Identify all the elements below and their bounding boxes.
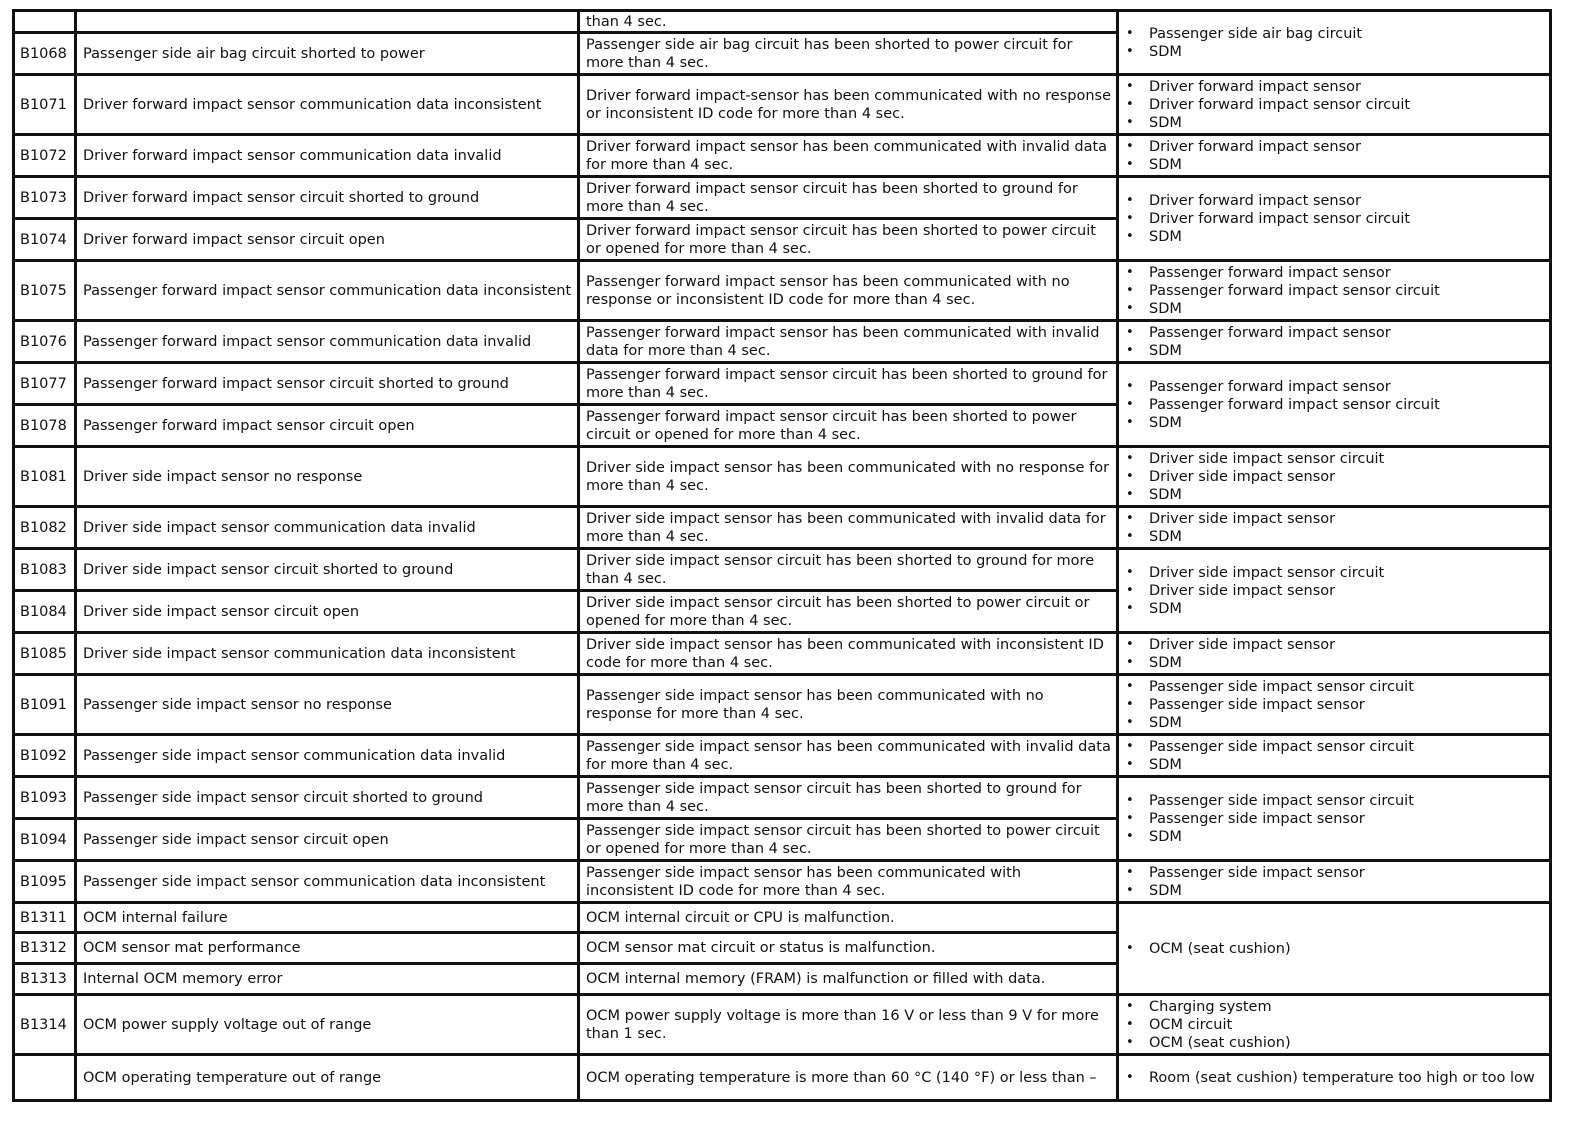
dtc-code: B1081	[14, 447, 76, 507]
possible-cause-item: • Driver side impact sensor	[1125, 468, 1544, 486]
dtc-table	[12, 9, 1552, 1102]
dtc-code: B1093	[14, 777, 76, 819]
detecting-condition: Passenger forward impact sensor circuit has been shorted to ground for more than 4 sec.	[579, 363, 1118, 405]
table-row	[14, 321, 1551, 363]
possible-cause-cell	[1118, 507, 1551, 549]
possible-cause-item: • SDM	[1125, 756, 1544, 774]
table-row	[14, 549, 1551, 591]
possible-cause-list	[1125, 78, 1544, 132]
dtc-description: Passenger side impact sensor communication data invalid	[76, 735, 579, 777]
possible-cause-list	[1125, 324, 1544, 360]
table-row	[14, 363, 1551, 405]
detecting-condition: Passenger forward impact sensor has been communicated with invalid data for more than 4 sec.	[579, 321, 1118, 363]
possible-cause-item: • Driver forward impact sensor circuit	[1125, 210, 1544, 228]
possible-cause-item: • SDM	[1125, 600, 1544, 618]
detecting-condition: Passenger side impact sensor has been communicated with inconsistent ID code for more than 4 sec.	[579, 861, 1118, 903]
dtc-description: Passenger forward impact sensor circuit shorted to ground	[76, 363, 579, 405]
table-row	[14, 995, 1551, 1055]
possible-cause-cell	[1118, 177, 1551, 261]
possible-cause-item: • SDM	[1125, 654, 1544, 672]
dtc-code: B1085	[14, 633, 76, 675]
possible-cause-item: • Driver forward impact sensor	[1125, 192, 1544, 210]
possible-cause-item: • Driver side impact sensor circuit	[1125, 564, 1544, 582]
table-row	[14, 177, 1551, 219]
possible-cause-item: • Driver side impact sensor	[1125, 636, 1544, 654]
dtc-description: Passenger side impact sensor communication data inconsistent	[76, 861, 579, 903]
possible-cause-list	[1125, 378, 1544, 432]
detecting-condition: Driver side impact sensor circuit has been shorted to power circuit or opened for more than 4 sec.	[579, 591, 1118, 633]
possible-cause-item: • SDM	[1125, 300, 1544, 318]
table-row	[14, 447, 1551, 507]
dtc-code	[14, 1055, 76, 1101]
dtc-code: B1312	[14, 933, 76, 964]
table-row	[14, 777, 1551, 819]
detecting-condition: OCM internal memory (FRAM) is malfunction or filled with data.	[579, 964, 1118, 995]
dtc-code: B1076	[14, 321, 76, 363]
possible-cause-cell	[1118, 903, 1551, 995]
table-row	[14, 75, 1551, 135]
table-row	[14, 135, 1551, 177]
possible-cause-item: • Driver forward impact sensor	[1125, 78, 1544, 96]
possible-cause-cell	[1118, 321, 1551, 363]
dtc-code: B1311	[14, 903, 76, 933]
dtc-code: B1077	[14, 363, 76, 405]
dtc-description: Driver side impact sensor circuit shorted to ground	[76, 549, 579, 591]
dtc-code: B1314	[14, 995, 76, 1055]
table-row	[14, 261, 1551, 321]
dtc-description: Passenger side impact sensor circuit shorted to ground	[76, 777, 579, 819]
possible-cause-cell	[1118, 995, 1551, 1055]
possible-cause-list	[1125, 1069, 1544, 1087]
possible-cause-list	[1125, 510, 1544, 546]
possible-cause-item: • SDM	[1125, 882, 1544, 900]
possible-cause-item: • SDM	[1125, 43, 1544, 61]
dtc-description: Passenger forward impact sensor circuit open	[76, 405, 579, 447]
detecting-condition: OCM internal circuit or CPU is malfunction.	[579, 903, 1118, 933]
possible-cause-list	[1125, 678, 1544, 732]
dtc-description: Internal OCM memory error	[76, 964, 579, 995]
possible-cause-list	[1125, 192, 1544, 246]
detecting-condition: OCM power supply voltage is more than 16 V or less than 9 V for more than 1 sec.	[579, 995, 1118, 1055]
dtc-code: B1092	[14, 735, 76, 777]
detecting-condition: Driver side impact sensor circuit has been shorted to ground for more than 4 sec.	[579, 549, 1118, 591]
possible-cause-item: • Passenger forward impact sensor circuit	[1125, 396, 1544, 414]
detecting-condition: Passenger side impact sensor circuit has been shorted to ground for more than 4 sec.	[579, 777, 1118, 819]
table-row	[14, 11, 1551, 33]
dtc-description: OCM power supply voltage out of range	[76, 995, 579, 1055]
dtc-code: B1075	[14, 261, 76, 321]
dtc-description: Passenger side impact sensor no response	[76, 675, 579, 735]
table-row	[14, 675, 1551, 735]
possible-cause-item: • Passenger side impact sensor circuit	[1125, 738, 1544, 756]
possible-cause-item: • SDM	[1125, 156, 1544, 174]
possible-cause-cell	[1118, 675, 1551, 735]
possible-cause-list	[1125, 138, 1544, 174]
possible-cause-cell	[1118, 363, 1551, 447]
table-row	[14, 861, 1551, 903]
dtc-description: OCM internal failure	[76, 903, 579, 933]
dtc-code: B1094	[14, 819, 76, 861]
detecting-condition: OCM operating temperature is more than 60 °C (140 °F) or less than –	[579, 1055, 1118, 1101]
possible-cause-list	[1125, 450, 1544, 504]
possible-cause-item: • SDM	[1125, 342, 1544, 360]
possible-cause-item: • OCM circuit	[1125, 1016, 1544, 1034]
possible-cause-list	[1125, 738, 1544, 774]
dtc-code: B1074	[14, 219, 76, 261]
possible-cause-item: • Passenger side impact sensor	[1125, 810, 1544, 828]
possible-cause-item: • Charging system	[1125, 998, 1544, 1016]
possible-cause-item: • SDM	[1125, 828, 1544, 846]
possible-cause-item: • SDM	[1125, 714, 1544, 732]
dtc-description: Passenger forward impact sensor communication data inconsistent	[76, 261, 579, 321]
possible-cause-list	[1125, 940, 1544, 958]
detecting-condition: Driver forward impact-sensor has been communicated with no response or inconsistent ID code for more than 4 sec.	[579, 75, 1118, 135]
dtc-code: B1095	[14, 861, 76, 903]
detecting-condition: Passenger forward impact sensor has been communicated with no response or inconsistent ID code for more than 4 sec.	[579, 261, 1118, 321]
possible-cause-list	[1125, 998, 1544, 1052]
table-row	[14, 735, 1551, 777]
possible-cause-item: • Passenger side air bag circuit	[1125, 25, 1544, 43]
table-row	[14, 1055, 1551, 1101]
dtc-code: B1073	[14, 177, 76, 219]
possible-cause-item: • Driver side impact sensor	[1125, 510, 1544, 528]
dtc-code: B1072	[14, 135, 76, 177]
dtc-code: B1078	[14, 405, 76, 447]
dtc-description: Driver forward impact sensor communication data invalid	[76, 135, 579, 177]
detecting-condition: Passenger side impact sensor has been communicated with invalid data for more than 4 sec.	[579, 735, 1118, 777]
dtc-description: OCM sensor mat performance	[76, 933, 579, 964]
dtc-description: Driver forward impact sensor circuit shorted to ground	[76, 177, 579, 219]
dtc-code: B1068	[14, 33, 76, 75]
possible-cause-cell	[1118, 633, 1551, 675]
dtc-code	[14, 11, 76, 33]
possible-cause-list	[1125, 25, 1544, 61]
possible-cause-item: • Passenger forward impact sensor	[1125, 264, 1544, 282]
possible-cause-cell	[1118, 777, 1551, 861]
possible-cause-item: • Driver forward impact sensor circuit	[1125, 96, 1544, 114]
table-row	[14, 507, 1551, 549]
dtc-description: Driver side impact sensor communication data invalid	[76, 507, 579, 549]
possible-cause-item: • SDM	[1125, 114, 1544, 132]
detecting-condition: Driver forward impact sensor has been communicated with invalid data for more than 4 sec.	[579, 135, 1118, 177]
dtc-description	[76, 11, 579, 33]
dtc-description: Passenger side impact sensor circuit open	[76, 819, 579, 861]
dtc-code: B1071	[14, 75, 76, 135]
detecting-condition: OCM sensor mat circuit or status is malfunction.	[579, 933, 1118, 964]
dtc-code: B1082	[14, 507, 76, 549]
dtc-code: B1091	[14, 675, 76, 735]
table-row	[14, 633, 1551, 675]
possible-cause-list	[1125, 792, 1544, 846]
detecting-condition: Driver side impact sensor has been communicated with no response for more than 4 sec.	[579, 447, 1118, 507]
possible-cause-cell	[1118, 135, 1551, 177]
possible-cause-item: • Passenger side impact sensor	[1125, 864, 1544, 882]
possible-cause-item: • SDM	[1125, 486, 1544, 504]
detecting-condition: Passenger side impact sensor has been communicated with no response for more than 4 sec.	[579, 675, 1118, 735]
possible-cause-cell	[1118, 75, 1551, 135]
possible-cause-item: • SDM	[1125, 414, 1544, 432]
dtc-code: B1084	[14, 591, 76, 633]
dtc-code: B1083	[14, 549, 76, 591]
detecting-condition: Driver side impact sensor has been communicated with invalid data for more than 4 sec.	[579, 507, 1118, 549]
possible-cause-item: • OCM (seat cushion)	[1125, 940, 1544, 958]
possible-cause-list	[1125, 864, 1544, 900]
possible-cause-list	[1125, 636, 1544, 672]
possible-cause-item: • Passenger forward impact sensor	[1125, 378, 1544, 396]
possible-cause-list	[1125, 264, 1544, 318]
detecting-condition: Passenger side impact sensor circuit has been shorted to power circuit or opened for more than 4 sec.	[579, 819, 1118, 861]
possible-cause-item: • Passenger forward impact sensor circuit	[1125, 282, 1544, 300]
possible-cause-cell	[1118, 261, 1551, 321]
possible-cause-cell	[1118, 861, 1551, 903]
possible-cause-item: • Driver side impact sensor	[1125, 582, 1544, 600]
detecting-condition: than 4 sec.	[579, 11, 1118, 33]
dtc-description: Driver forward impact sensor communication data inconsistent	[76, 75, 579, 135]
possible-cause-item: • Room (seat cushion) temperature too high or too low	[1125, 1069, 1544, 1087]
possible-cause-item: • SDM	[1125, 228, 1544, 246]
dtc-code: B1313	[14, 964, 76, 995]
dtc-description: Driver side impact sensor no response	[76, 447, 579, 507]
detecting-condition: Driver forward impact sensor circuit has been shorted to ground for more than 4 sec.	[579, 177, 1118, 219]
detecting-condition: Driver forward impact sensor circuit has been shorted to power circuit or opened for more than 4 sec.	[579, 219, 1118, 261]
detecting-condition: Passenger forward impact sensor circuit has been shorted to power circuit or opened for more than 4 sec.	[579, 405, 1118, 447]
dtc-description: Passenger side air bag circuit shorted to power	[76, 33, 579, 75]
possible-cause-cell	[1118, 11, 1551, 75]
dtc-description: Driver forward impact sensor circuit open	[76, 219, 579, 261]
possible-cause-item: • Passenger side impact sensor	[1125, 696, 1544, 714]
possible-cause-cell	[1118, 1055, 1551, 1101]
dtc-description: Passenger forward impact sensor communication data invalid	[76, 321, 579, 363]
possible-cause-cell	[1118, 447, 1551, 507]
possible-cause-list	[1125, 564, 1544, 618]
possible-cause-cell	[1118, 549, 1551, 633]
detecting-condition: Driver side impact sensor has been communicated with inconsistent ID code for more than 4 sec.	[579, 633, 1118, 675]
possible-cause-cell	[1118, 735, 1551, 777]
dtc-description: Driver side impact sensor communication data inconsistent	[76, 633, 579, 675]
possible-cause-item: • Driver side impact sensor circuit	[1125, 450, 1544, 468]
dtc-description: Driver side impact sensor circuit open	[76, 591, 579, 633]
possible-cause-item: • Passenger side impact sensor circuit	[1125, 678, 1544, 696]
dtc-description: OCM operating temperature out of range	[76, 1055, 579, 1101]
detecting-condition: Passenger side air bag circuit has been shorted to power circuit for more than 4 sec.	[579, 33, 1118, 75]
possible-cause-item: • OCM (seat cushion)	[1125, 1034, 1544, 1052]
table-row	[14, 903, 1551, 933]
possible-cause-item: • Passenger forward impact sensor	[1125, 324, 1544, 342]
possible-cause-item: • Passenger side impact sensor circuit	[1125, 792, 1544, 810]
possible-cause-item: • SDM	[1125, 528, 1544, 546]
possible-cause-item: • Driver forward impact sensor	[1125, 138, 1544, 156]
